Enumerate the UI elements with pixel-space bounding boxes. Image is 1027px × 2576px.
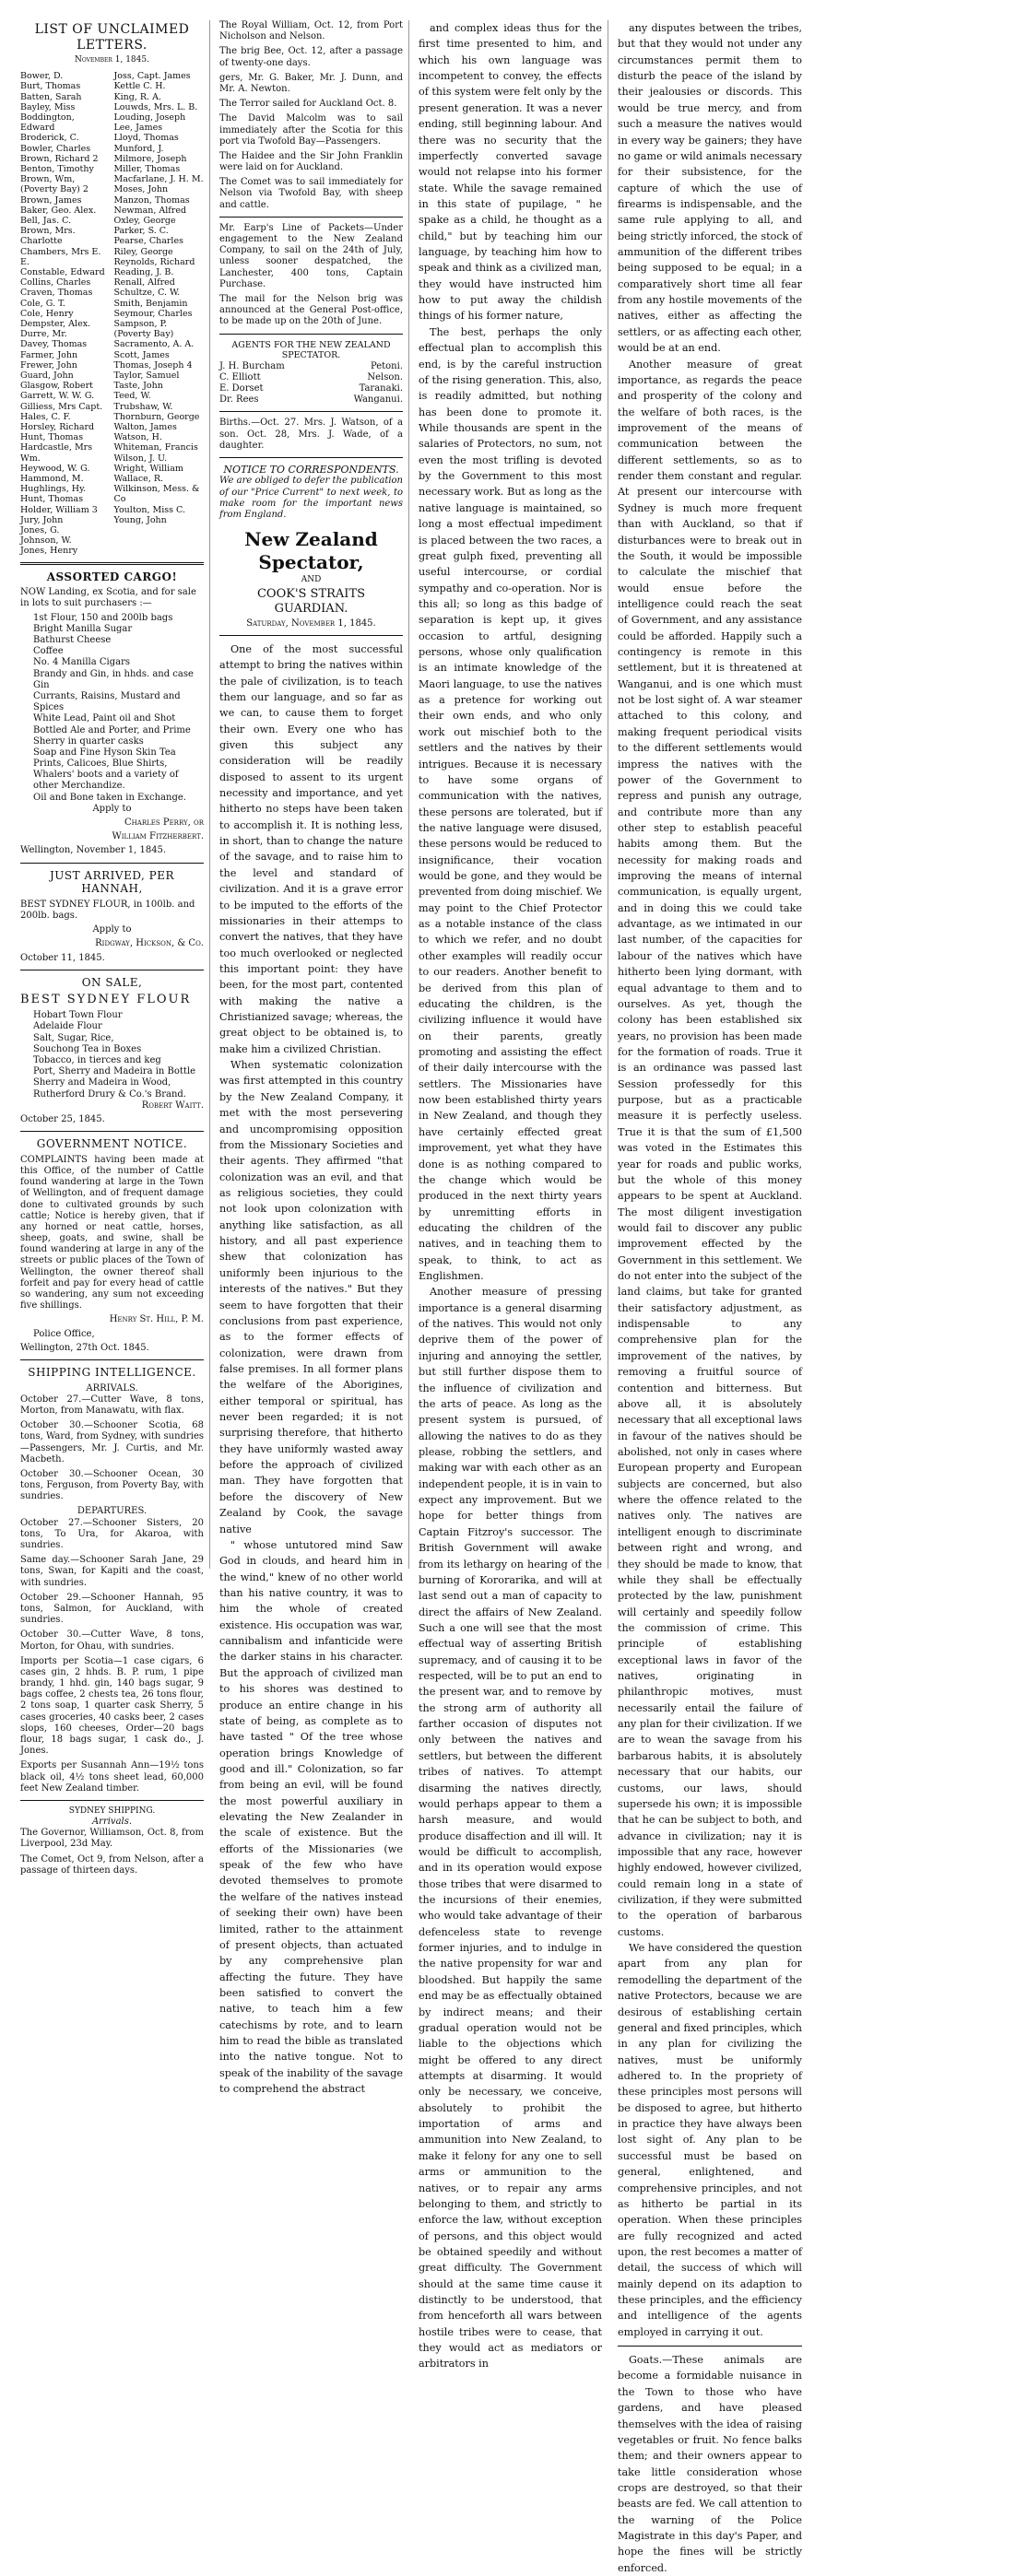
letter-name: Durre, Mr. <box>20 329 67 340</box>
letter-name: Glasgow, Robert <box>20 381 93 392</box>
cargo-sign-2: William Fitzherbert. <box>112 831 204 842</box>
exports-text: Exports per Susannah Ann—19½ tons black oil, 4½ tons sheet lead, 60,000 feet New Zealand timber. <box>20 1760 204 1794</box>
letter-name: Brown, Wm, (Poverty Bay) 2 <box>20 174 89 195</box>
departure-entry: October 29.—Schooner Hannah, 95 tons, Salmon, for Auckland, with sundries. <box>20 1592 204 1626</box>
cargo-intro: NOW Landing, ex Scotia, and for sale in lots to suit purchasers :— <box>20 587 196 609</box>
agent-name: E. Dorset <box>219 383 264 394</box>
cargo-item: Bottled Ale and Porter, and Prime Sherry in quarter casks <box>33 724 191 747</box>
cargo-advert <box>20 587 204 856</box>
letters-left-column <box>20 71 111 557</box>
letter-name: Chambers, Mrs E. E. <box>20 246 101 267</box>
earp-text: Mr. Earp's Line of Packets—Under engagement to the New Zealand Company, to sail on the 24th of July, unless sooner despatched, the Lanchester, 400 tons, Captain Purchase. <box>219 222 403 289</box>
cargo-sign-1: Charles Perry, or <box>124 817 204 829</box>
letter-name: Hales, C. F. <box>20 411 71 422</box>
letter-name: Farmer, John <box>20 349 78 360</box>
letters-title: LIST OF UNCLAIMED LETTERS. <box>34 22 190 53</box>
letter-name: Craven, Thomas <box>20 288 93 299</box>
letter-name: Hughlings, Hy. <box>20 484 87 495</box>
letter-name: Cole, Henry <box>20 308 74 319</box>
letter-name: Seymour, Charles <box>113 308 193 319</box>
sale-item: Sherry and Madeira in Wood, Rutherford Drury & Co.'s Brand. <box>33 1077 186 1100</box>
letter-name: Lloyd, Thomas <box>113 133 179 144</box>
letter-name: Riley, George <box>113 246 173 257</box>
arrival-entry: October 30.—Schooner Ocean, 30 tons, Ferguson, from Poverty Bay, with sundries. <box>20 1468 204 1502</box>
sydney-title: SYDNEY SHIPPING. <box>68 1806 156 1816</box>
letter-name: Pearse, Charles <box>113 236 183 247</box>
departure-entry: October 30.—Cutter Wave, 8 tons, Morton, for Ohau, with sundries. <box>20 1629 204 1652</box>
letter-name: Davey, Thomas <box>20 339 88 350</box>
cargo-item: Prints, Calicoes, Blue Shirts, Whalers' boots and a variety of other Merchandize. <box>33 759 179 792</box>
letter-name: Guard, John <box>20 371 74 382</box>
letter-name: Brown, Mrs. Charlotte <box>20 226 76 247</box>
column-2 <box>219 20 409 2096</box>
column-4 <box>618 20 808 2574</box>
sale-item: Port, Sherry and Madeira in Bottle <box>33 1066 196 1077</box>
gov-title: GOVERNMENT NOTICE. <box>36 1137 188 1151</box>
shipping-continued <box>219 20 403 211</box>
departure-entry: October 27.—Schooner Sisters, 20 tons, To Ura, for Akaroa, with sundries. <box>20 1517 204 1551</box>
shipping-entry: The Royal William, Oct. 12, from Port Nicholson and Nelson. <box>219 20 403 42</box>
letter-name: Whiteman, Francis <box>113 442 198 453</box>
letter-name: Oxley, George <box>113 215 176 226</box>
article-paragraph: The best, perhaps the only effectual plan to accomplish this end, is by the careful instruction of the rising generation. This, also, is readily admitted, but nothing has been done to promote it. While thousands are spent in the salaries of Protectors, no sum, not even the most trifling is devoted by the Government to this most necessary work. But as long as the native language is maintained, so long a most effectual impediment is placed between the two races, a great gulph fixed, preventing all useful intercourse, or cordial sympathy and co-operation. Nor is this all; so long as this badge of separation is kept up, it gives occasion to artful, designing persons, whose only qualification is an intimate knowledge of the Maori language, to use the natives as a pretence for working out their own ends, and who only work out mischief both to the settlers and the natives by their intrigues. Because it is necessary to have some organs of communication with the natives, these persons are tolerated, but if the native language were disused, these persons would be reduced to insignificance, their vocation would be gone, and they would be prevented from doing mischief. We may point to the Chief Protector as a notable instance of the class to which we refer, and no doubt other examples will readily occur to our readers. Another benefit to be derived from this plan of educating the children, is the civilizing influence it would have on their parents, greatly promoting and assisting the effect of their daily intercourse with the settlers. The Missionaries have now been established thirty years in New Zealand, and though they have certainly effected great improvement, yet what they have done is as nothing compared to the change which would be produced in the next thirty years by unremitting efforts in educating the children of the natives, and in teaching them to speak, to think, to act as Englishmen. <box>419 325 602 1283</box>
letter-name: Reynolds, Richard <box>113 256 195 267</box>
gov-date: Wellington, 27th Oct. 1845. <box>20 1342 149 1353</box>
sale-date: October 25, 1845. <box>20 1113 105 1124</box>
cargo-item: Soap and Fine Hyson Skin Tea <box>33 747 176 758</box>
shipping-entry: gers, Mr. G. Baker, Mr. J. Dunn, and Mr. A. Newton. <box>219 72 403 94</box>
shipping-entry: The Haidee and the Sir John Franklin were laid on for Auckland. <box>219 150 403 173</box>
letter-name: Bower, D. <box>20 71 64 82</box>
letter-name: Hunt, Thomas <box>20 432 84 443</box>
letter-name: Frewer, John <box>20 359 77 371</box>
letter-name: Hammond, M. <box>20 474 84 485</box>
letter-name: Heywood, W. G. <box>20 463 90 474</box>
sale-item: Tobacco, in tierces and keg <box>33 1055 161 1066</box>
letter-name: Thomas, Joseph 4 <box>113 359 193 371</box>
masthead-and: AND <box>301 574 322 584</box>
letter-name: Jury, John <box>20 514 64 525</box>
hannah-title: JUST ARRIVED, PER HANNAH, <box>49 868 175 896</box>
goats-notice <box>618 2352 802 2576</box>
letter-name: Johnson, W. <box>20 535 72 547</box>
cargo-title: ASSORTED CARGO! <box>46 570 178 583</box>
agent-name: Dr. Rees <box>219 394 259 406</box>
divider <box>219 217 403 218</box>
letters-right-column <box>114 71 205 557</box>
agents-list <box>219 361 403 406</box>
letter-name: Wilson, J. U. <box>113 453 168 464</box>
letter-name: Collins, Charles <box>20 277 91 288</box>
letter-name: Hunt, Thomas <box>20 494 84 505</box>
letter-name: Gilliess, Mrs Capt. <box>20 401 103 412</box>
sale-sign: Robert Waitt. <box>141 1100 204 1111</box>
article-paragraph: Another measure of great importance, as regards the peace and prosperity of the colony and the welfare of both races, is the improvement of the means of communication between the different settlements, so as to render them constant and regular. At present our intercourse with Sydney is much more frequent than with Auckland, so that if disturbances were to break out in the South, it would be impossible to calculate the mischief that would ensue before the intelligence could reach the seat of Government, and any assistance could be afforded. Happily such a contingency is remote in this settlement, but it is threatened at Wanganui, and is one which must not be lost sight of. A war steamer attached to this colony, and making frequent periodical visits to the different settlements would impress the natives with the power of the Government to repress and punish any outrage, and contribute more than any other step to establish peaceful habits among them. But the necessity for making roads and improving the means of internal communication, is equally urgent, and in doing this we could take advantage, as we intimated in our last number, of the capacities for labour of the natives which have hitherto been lying dormant, with equal advantage to them and to ourselves. As yet, though the colony has been established six years, no provision has been made for the formation of roads. True it is an ordinance was passed last Session professedly for this purpose, but as a practicable measure it is perfectly useless. True it is that the sum of £1,500 was voted in the Estimates this year for roads and public works, but the whole of this money appears to be spent at Auckland. The most diligent investigation would fail to discover any public improvement effected by the Government in this settlement. We do not enter into the subject of the land claims, but take for granted their satisfactory adjustment, as indispensable to any comprehensive plan for the improvement of the natives, by removing a fruitful source of contention and bitterness. But above all, it is absolutely necessary that all exceptional laws in favour of the natives should be abolished, not only in cases where European property and European subjects are concerned, but also where the offence related to the natives only. The natives are intelligent enough to discriminate between right and wrong, and they should be made to know, that while they shall be effectually protected by the law, punishment will certainly and speedily follow the commission of crime. This principle of establishing exceptional laws in favor of the natives, originating in philanthropic motives, must necessarily entail the failure of any plan for their civilization. If we are to wean the savage from his barbarous habits, it is absolutely necessary that our habits, our customs, our laws, should supersede his own; it is impossible that he can be subject to both, and advance in civilization; nay it is impossible that any race, however highly endowed, however civilized, could remain long in a state of civilization, if they were submitted to the operation of barbarous customs. <box>618 358 802 1938</box>
letter-name: Newman, Alfred <box>113 205 187 216</box>
letter-name: King, R. A. <box>113 91 161 102</box>
sydney-sub: Arrivals. <box>91 1816 133 1827</box>
divider <box>20 1800 204 1801</box>
letter-name: Manzon, Thomas <box>113 194 190 206</box>
shipping-entry: The David Malcolm was to sail immediately after the Scotia for this port via Twofold Bay—Passengers. <box>219 113 403 147</box>
article-paragraph: Another measure of pressing importance is a general disarming of the natives. This would not only deprive them of the power of injuring and annoying the settler, but still further dispose them to the influence of civilization and the arts of peace. As long as the present system is pursued, of allowing the natives to do as they please, robbing the settlers, and making war with each other as an independent people, it is in vain to expect any improvement. But we hope for better things from Captain Fitzroy's successor. The British Government will awake from its lethargy on hearing of the burning of Kororarika, and will at last send out a man of capacity to direct the affairs of New Zealand. Such a one will see that the most effectual way of asserting British supremacy, and of causing it to be respected, will be to put an end to the present war, and to remove by the strong arm of authority all farther occasion of disputes not only between the natives and settlers, but between the different tribes of natives. To attempt disarming the natives directly, would perhaps appear to them a harsh measure, and would produce disaffection and ill will. It would be difficult to accomplish, and in its operation would expose those tribes that were disarmed to the incursions of their enemies, who would take advantage of their defenceless state to revenge former injuries, and to indulge in the native propensity for war and bloodshed. But happily the same end may be as effectually obtained by indirect means; and their gradual operation would not be liable to the objections which might be offered to any direct attempts at disarming. It would only be necessary, we conceive, absolutely to prohibit the importation of arms and ammunition into New Zealand, to make it felony for any one to sell arms or ammunition to the natives, or to repair any arms belonging to them, and strictly to enforce the law, without exception of persons, and this object would be obtained speedily and without great difficulty. The Government should at the same time cause it distinctly to be understood, that from henceforth all wars between hostile tribes were to cease, that they would act as mediators or arbitrators in <box>419 1286 602 2370</box>
arrivals-list <box>20 1394 204 1503</box>
letter-name: Jones, G. <box>20 525 60 536</box>
gov-text: COMPLAINTS having been made at this Office, of the number of Cattle found wandering at large in the Town of Wellington, and of frequent damage done to cultivated grounds by such cattle; Notice is hereby given, that if any horned or neat cattle, horses, sheep, goats, and swine, shall be found wandering at large in any of the streets or public places of the Town of Wellington, the owner thereof shall forfeit and pay for every head of cattle so wandering, any sum not exceeding five shillings. <box>20 1154 204 1312</box>
article-paragraph: and complex ideas thus for the first time presented to him, and which his own language was incompetent to convey, the effects of this system were felt only by the present generation. It was a never ending, still beginning labour. And there was no security that the imperfectly converted savage would not relapse into his former state. While the savage remained in this state of pupilage, " he spake as a child, he thought as a child," but by teaching him our language, by teaching him how to speak and think as a civilized man, they would have instructed him how to put away the childish things of his former nature, <box>419 22 602 323</box>
leading-article <box>219 641 403 2098</box>
sale-items <box>20 1010 204 1100</box>
births <box>219 418 403 452</box>
arrivals-title: ARRIVALS. <box>86 1382 138 1394</box>
sydney-entry: The Governor, Williamson, Oct. 8, from Liverpool, 23d May. <box>20 1828 204 1850</box>
divider <box>219 457 403 458</box>
letter-name: Wright, William <box>113 463 183 474</box>
sale-advert <box>20 993 204 1125</box>
divider <box>618 2346 802 2347</box>
divider <box>20 863 204 864</box>
arrival-entry: October 27.—Cutter Wave, 8 tons, Morton, from Manawatu, with flax. <box>20 1394 204 1416</box>
newspaper-page <box>20 20 1009 2574</box>
letter-name: Milmore, Joseph <box>113 153 187 164</box>
agent-row <box>219 361 403 372</box>
imports-exports <box>20 1656 204 1794</box>
article-paragraph: When systematic colonization was first attempted in this country by the New Zealand Company, it met with the most persevering and uncompromising opposition from the Missionary Societies and their agents. They affirmed "that colonization was an evil, and that as religious societies, they could not look upon colonization with anything like satisfaction, as all history, and all past experience shew that colonization has uniformly been injurious to the interests of the natives." But they seem to have forgotten that their conclusions from past experience, as to the former effects of colonization, were drawn from false premises. In all former plans the welfare of the Aborigines, either temporal or spiritual, has never been regarded; it is not surprising therefore, that hitherto they have uniformly wasted away before the approach of civilized man. They have forgotten that before the discovery of New Zealand by Cook, the savage native <box>219 1059 403 1535</box>
shipping-entry: The brig Bee, Oct. 12, after a passage of twenty-one days. <box>219 46 403 68</box>
letter-name: Baker, Geo. Alex. <box>20 205 97 216</box>
letter-name: Broderick, C. <box>20 133 79 144</box>
masthead-date: Saturday, November 1, 1845. <box>246 618 376 629</box>
agents-title: AGENTS FOR THE NEW ZEALAND SPECTATOR. <box>231 339 391 361</box>
letter-name: Young, John <box>113 514 167 525</box>
letter-name: Cole, G. T. <box>20 298 65 309</box>
letter-name: Joss, Capt. James <box>113 71 191 82</box>
letter-name: Taste, John <box>113 381 163 392</box>
sale-item: Salt, Sugar, Rice, <box>33 1032 114 1043</box>
letter-name: Bowler, Charles <box>20 143 91 154</box>
divider <box>219 635 403 636</box>
letter-name: Wilkinson, Mess. & Co <box>113 484 200 505</box>
letter-name: Wallace, R. <box>113 474 163 485</box>
agent-row <box>219 383 403 394</box>
cargo-item: Oil and Bone taken in Exchange. <box>33 792 186 803</box>
letter-name: Kettle C. H. <box>113 81 166 92</box>
gov-sign: Henry St. Hill, P. M. <box>109 1314 204 1325</box>
cargo-item: Bathurst Cheese <box>33 635 112 646</box>
divider <box>20 562 204 565</box>
notice-title: NOTICE TO CORRESPONDENTS. <box>223 463 399 476</box>
sale-item: Souchong Tea in Boxes <box>33 1043 142 1054</box>
letters-list <box>20 71 204 557</box>
sydney-list <box>20 1828 204 1876</box>
agent-row <box>219 372 403 383</box>
letter-name: Louwds, Mrs. L. B. <box>113 101 198 112</box>
births-text: Births.—Oct. 27. Mrs. J. Watson, of a son. Oct. 28, Mrs. J. Wade, of a daughter. <box>219 418 403 451</box>
letter-name: Constable, Edward <box>20 266 105 277</box>
cargo-item: White Lead, Paint oil and Shot <box>33 713 176 724</box>
departure-entry: Same day.—Schooner Sarah Jane, 29 tons, Swan, for Kapiti and the coast, with sundries. <box>20 1555 204 1588</box>
letter-name: Benton, Timothy <box>20 163 94 174</box>
hannah-apply: Apply to <box>92 924 132 935</box>
notice-block <box>219 476 403 521</box>
letter-name: Hardcastle, Mrs Wm. <box>20 442 93 464</box>
sale-title: ON SALE, <box>81 975 143 989</box>
letter-name: Bell, Jas. C. <box>20 215 72 226</box>
letter-name: Walton, James <box>113 422 177 433</box>
cargo-items <box>20 613 204 804</box>
letter-name: Horsley, Richard <box>20 422 95 433</box>
letter-name: Lee, James <box>113 123 163 134</box>
hannah-sign: Ridgway, Hickson, & Co. <box>95 938 204 949</box>
letter-name: Scott, James <box>113 349 170 360</box>
cargo-item: 1st Flour, 150 and 200lb bags <box>33 612 173 623</box>
masthead-sub: COOK'S STRAITS GUARDIAN. <box>256 586 366 616</box>
letter-name: Jones, Henry <box>20 546 78 557</box>
agent-name: J. H. Burcham <box>219 360 285 371</box>
article-paragraph: We have considered the question apart from any plan for remodelling the department of the native Protectors, because we are desirous of establishing certain general and fixed principles, which in any plan for civilizing the natives, must be uniformly adhered to. In the propriety of these principles most persons will be disposed to agree, but hitherto in practice they have always been lost sight of. Any plan to be successful must be based on general, enlightened, and comprehensive principles, and not as hitherto be partial in its operation. When these principles are fully recognized and acted upon, the rest becomes a matter of detail, the success of which will mainly depend on its adaption to these principles, and the efficiency and intelligence of the agents employed in carrying it out. <box>618 1942 802 2338</box>
letter-name: Brown, James <box>20 194 82 206</box>
letter-name: Louding, Joseph <box>113 112 186 123</box>
letter-name: Reading, J. B. <box>113 266 174 277</box>
column-3 <box>419 20 608 2370</box>
shipping-entry: The Comet was to sail immediately for Nelson via Twofold Bay, with sheep and cattle. <box>219 177 403 210</box>
ship-title: SHIPPING INTELLIGENCE. <box>28 1365 196 1379</box>
column-1 <box>20 20 210 1876</box>
goats-text: Goats.—These animals are become a formidable nuisance in the Town to those who have gardens, and have pleased themselves with the idea of raising vegetables or fruit. No fence balks them; and their owners appear to take little consideration whose crops are destroyed, so that their beasts are fed. We call attention to the warning of the Police Magistrate in this day's Paper, and hope the fines will be strictly enforced. <box>618 2354 802 2574</box>
letter-name: Dempster, Alex. <box>20 319 91 329</box>
divider <box>20 1359 204 1360</box>
letter-name: Boddington, Edward <box>20 112 75 134</box>
divider <box>20 1131 204 1132</box>
arrival-entry: October 30.—Schooner Scotia, 68 tons, Ward, from Sydney, with sundries—Passengers, Mr. J. Curtis, and Mr. Macbeth. <box>20 1420 204 1464</box>
cargo-item: Brandy and Gin, in hhds. and case Gin <box>33 668 194 690</box>
letter-name: Holder, William 3 <box>20 504 98 515</box>
letter-name: Sampson, P. (Poverty Bay) <box>113 319 174 340</box>
letter-name: Sacramento, A. A. <box>113 339 195 350</box>
letter-name: Moses, John <box>113 184 169 195</box>
letter-name: Miller, Thomas <box>113 163 181 174</box>
departures-title: DEPARTURES. <box>77 1506 148 1517</box>
letter-name: Burt, Thomas <box>20 81 81 92</box>
letter-name: Renall, Alfred <box>113 277 175 288</box>
agent-place: Taranaki. <box>359 383 403 394</box>
agent-name: C. Elliott <box>219 371 261 382</box>
letter-name: Watson, H. <box>113 432 162 443</box>
cargo-date: Wellington, November 1, 1845. <box>20 845 167 856</box>
hannah-date: October 11, 1845. <box>20 952 105 963</box>
cargo-apply: Apply to <box>92 803 132 814</box>
letter-name: Garrett, W. W. G. <box>20 391 95 402</box>
letter-name: Taylor, Samuel <box>113 371 180 382</box>
letter-name: Trubshaw, W. <box>113 401 173 412</box>
sale-item: Hobart Town Flour <box>33 1010 123 1021</box>
agent-place: Nelson. <box>367 371 403 382</box>
imports-text: Imports per Scotia—1 case cigars, 6 cases gin, 2 hhds. B. P. rum, 1 pipe brandy, 1 hhd. gin, 140 bags sugar, 9 bags coffee, 2 chests tea, 26 tons flour, 2 tons soap, 1 quarter cask Sherry, 5 cases groceries, 40 casks beer, 2 cases slops, 160 cheeses, Order—20 bags flour, 18 bags sugar, 1 cask do., J. Jones. <box>20 1655 204 1757</box>
hannah-text: BEST SYDNEY FLOUR, in 100lb. and 200lb. bags. <box>20 899 195 922</box>
divider <box>219 334 403 335</box>
packet-notices <box>219 223 403 328</box>
letter-name: Bayley, Miss <box>20 101 76 112</box>
article-continued <box>419 20 602 2372</box>
departures-list <box>20 1518 204 1653</box>
letter-name: Thornburn, George <box>113 411 200 422</box>
divider <box>219 411 403 412</box>
sydney-entry: The Comet, Oct 9, from Nelson, after a passage of thirteen days. <box>20 1853 204 1876</box>
cargo-item: Currants, Raisins, Mustard and Spices <box>33 690 181 713</box>
hannah-advert <box>20 900 204 964</box>
letter-name: Batten, Sarah <box>20 91 82 102</box>
letter-name: Schultze, C. W. <box>113 288 181 299</box>
agent-place: Wanganui. <box>353 394 403 406</box>
gov-office: Police Office, <box>33 1328 95 1339</box>
gov-notice <box>20 1155 204 1354</box>
letter-name: Youlton, Miss C. <box>113 504 186 515</box>
letter-name: Munford, J. <box>113 143 164 154</box>
agent-row <box>219 394 403 406</box>
letter-name: Macfarlane, J. H. M. <box>113 174 204 185</box>
letter-name: Teed, W. <box>113 391 151 402</box>
article-paragraph: any disputes between the tribes, but that they would not under any circumstances permit them to disturb the peace of the island by their jealousies or discords. This would be true mercy, and from such a measure the natives would in every way be gainers; they have no game or wild animals necessary for their subsistence, for the capture of which the use of firearms is indispensable, and the same rule applying to all, and being strictly inforced, the stock of ammunition of the different tribes being supposed to be equal; in a comparatively short time all fear from any hostile movements of the natives, either as affecting the settlers, or as affecting each other, would be at an end. <box>618 22 802 355</box>
cargo-item: Bright Manilla Sugar <box>33 623 133 634</box>
letter-name: Parker, S. C. <box>113 226 169 237</box>
letter-name: Brown, Richard 2 <box>20 153 99 164</box>
masthead-title: New Zealand Spectator, <box>244 528 378 573</box>
article-paragraph: One of the most successful attempt to bring the natives within the pale of civilization, is to teach them our language, and so far as we can, to cause them to forget their own. Every one who has given this subject any consideration will be readily disposed to assent to its urgent necessity and importance, and yet hitherto no steps have been taken to accomplish it. It is nothing less, in short, than to change the nature of the savage, and to raise him to the level and standard of civilization. And it is a grave error to be imputed to the efforts of the missionaries in their attemps to convert the natives, that they have too much overlooked or neglected this important point: they have been, for the most part, contented with making the native a Christianized savage; whereas, the great object to be obtained is, to make him a civilized Christian. <box>219 642 404 1055</box>
sale-text: BEST SYDNEY FLOUR <box>20 993 192 1007</box>
letters-date: November 1, 1845. <box>75 55 149 65</box>
agent-place: Petoni. <box>370 360 403 371</box>
article-conclusion <box>618 20 802 2340</box>
cargo-item: No. 4 Manilla Cigars <box>33 657 130 668</box>
notice-text: We are obliged to defer the publication of our "Price Current" to next week, to make room for the important news from England. <box>219 476 403 520</box>
shipping-entry: The Terror sailed for Auckland Oct. 8. <box>219 99 397 110</box>
sale-item: Adelaide Flour <box>33 1021 102 1032</box>
nelson-text: The mail for the Nelson brig was announced at the General Post-office, to be made up on the 20th of June. <box>219 293 403 327</box>
article-paragraph: " whose untutored mind Saw God in clouds, and heard him in the wind," knew of no other world than his native country, it was to him the whole of created existence. His occupation was war, cannibalism and infanticide were the darker stains in his character. But the approach of civilized man to his shores was destined to produce an entire change in his state of being, as complete as to have tasted " Of the tree whose operation brings Knowledge of good and ill." Colonization, so far from being an evil, will be found the most powerful auxiliary in elevating the New Zealander in the scale of existence. But the efforts of the Missionaries (we speak of the few who have devoted themselves to promote the welfare of the natives instead of seeking their own) have been limited, rather to the attainment of present objects, than actuated by any comprehensive plan affecting the future. They have been satisfied to convert the native, to teach him a few catechisms by rote, and to learn him to read the bible as translated into the native tongue. Not to speak of the inability of the savage to comprehend the abstract <box>219 1538 403 2096</box>
letter-name: Smith, Benjamin <box>113 298 188 309</box>
cargo-item: Coffee <box>33 646 64 657</box>
